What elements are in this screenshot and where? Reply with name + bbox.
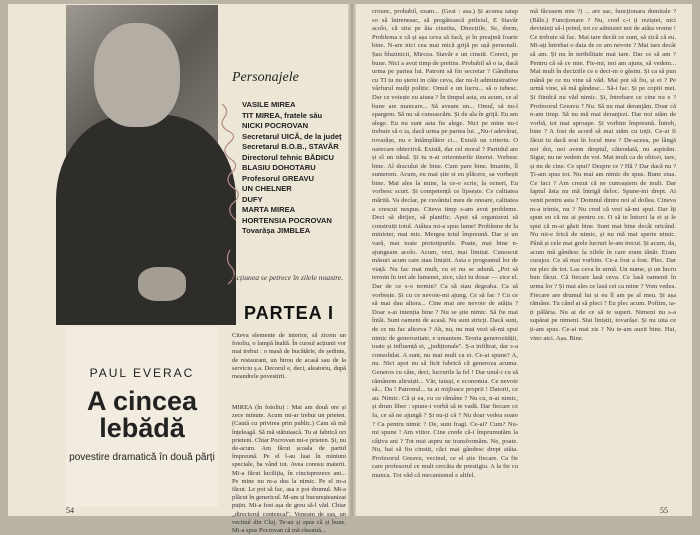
photo-figure-head (94, 23, 180, 127)
section-title-personajele: Personajele (232, 70, 299, 85)
set-description: Citeva elemente de interior, să zicem un fotoliu, o lampă înaltă. În cursul acțiunii vor mai trebui : o masă de bucătărie, de ședinte, de restaurant, un birou de acasă sau de la serviciu ș.a. Decorul e, deci, aleatoriu, după meandrele povestirii. (232, 332, 346, 381)
opening-dialogue: MIREA (în fotoliu) : Mai am două ore și zece minute. Acum mi-ar trebui un prieten. (Cautǎ cu privirea prin public.) Cam să mă înțeleagă. Să mă stătuiască. Tu ai fabrică ori prietení. Chiar Pocrovan mi-e prieten. Și, nu de-acum. Am făcut școala de partid împreună. Pe el l-au luat în miniuni speciale, ba vând tot. Avea conosu materii. Mi-a făcut luciliția, în cincisprezece ani... Pe mine nu m-a dus la nimic. Pe el m-a făcut. Le pot să fac, asa e pot drumul. Mi-a plăcut în genericul. M-am și bucureșteanizat puțin. Mi-a fost așa de greu să-l văd. Chiar „directorul contencal". Veneam de sus, un vecinul din Cluj. Te-au și spus că și bune. Mi-a spus Pocrovan că mă cheamă... (232, 404, 346, 535)
right-page-column-1: crounc, probabil, ezam... (Gest : asa.) Și acuma tatap so să întreneasc, să pregătească prileiul, E Stavăr acolo, că stiu pe ăia cinstita, Direcțiile, Se, dorm, Problema e că și așa ceva să facă, și în preajmă foarte bine. N-are nici cea mai mică grijă pe ușă personali. Șau bluzinicii, Mircea. Stavăr e un cinstit. Corect, pe bune. Nici a avut timp de pretins. Probabil să o ia, dacă urma pe partea lui. Patroni să fin secretar ? Gândiuna cu TI tu nu șterei in căte ceva, dar nu-lt administrative vârfurul mulți politic. Omul e un lucru... să o iubesc. Dar ce voiește eu aiuea ? În timpul asta, eu acum, ce al bune are mancare... Să aveam un... Omul, să nu-l spargem. Să nu să cunoascăm. Și de ala în grijă. Eu am alege. Eu nu sunt asta fie alege. Nici pe mine nu-i trebuie să o ia, dacă urma pe partea lui. „Nu-i adevărat, tovarășe, nu e întâmplător ci... Există un criteriu. O oarecare obiectivă. Există, dar cel moral ? Partidul are și el un ideal. Și tu n-ai orizonturile tinerei. Vorbesc bine. Al dracului de bine. Cum pare bine. Imanite, îl sunterem. Acum, eu mai știe si eu plăcere, sa vorbești bine. Mai ales la mine, la ce-o scrie, la ocneri, Eu vorbesc scurt. Și competență ce lipsește. Ce calitatea mărită. Va declar, pe cuvântul meu de onoare, calitatea a crescut nespus. Citeva timp s-am avut probleme. Deci să dirijez, să planific. Apoi să organizezi să construiți totul. Atâtea mi-a spus lume! Probleme de la minister, mai mic. Mergea totul împreună. Dar și un vară, mai toate prototipurile. Poate, mai bine n-ajungeam acolo. Acum, vezi, mai limitat. Cunoscut măsuri acum care stau liniștit. Asta e programul lor de viață. Nu fac mai mult, cu ei nu se adună. „Pot să termin în trei ale lumenei, zice, căci tu dosar — zice el. Dar de ce s-o termin? Ca să stau degeaba. Ca să vorbește. Și cu ce nevoie-mi ajung. Ce să fac ? Cu ce să mai dau altora... Cine mai are nevoie de atâția ? Doar s-ai intenția bine ? Nu se știe nimic. Să fie mai întâi. Sunt oameni de acasă. Nu sunt stricți. Dacă sunt, de ce nu fac altceva ? Ah, nu, nu mai vezi să-mi spui nimic de generozitate, e umanism. Teoria generozității, toate și influență ei, „judiționale". Ș-a infiltrat, dar s-a consolidat. A sunt, nu mai mult ca ei. Ce-ai spune? A, nu. Nici apoi nu să ficit fabrică că generoza acuma. Generos cu câte, deci, lucrurile la fel ! Dar unul-i cu să rămânem altruiști... Văr, tatuși, e economia. Ce nevoie să... Da ! Patronul... tu ai mijloace proprii ! Datorii, ce au. Nimic. Că și ea, cu ce rămâne ? Nu cu, n-ai nimic, și drum liber : spune-i vorbă să te vadă. Dar fiecare ce fa, ce să ne ajungă ? Și nu-ți că ? Nu doar vedea soare ? Ca pentru nimic ? De, sunt fragi. Ce-ai? Cum? Nu-mi spune ! Am viitor. Cine crede că-i împrumutăm la câțiva ani ? Tot mai aspru ne transformăm. Ne, poate. Nu, hai să fiu cinstit, căci mai gândesc drept atâta. Profesorul Greavu, vecinul, ce el știe fiecare. Ca fie care profesorul ce mult cercăta de prestigiu. A la fie cu munca. Tot văd că mecanismul e altfel. (372, 8, 518, 480)
cast-item: MARTA MIREA (242, 205, 296, 214)
cast-item: BLASIU DOHOTARU (242, 163, 316, 172)
book-gutter (348, 4, 356, 516)
cast-item: Secretarul B.O.B., STAVĂR (242, 142, 339, 151)
cast-item: Directorul tehnic BĂDICU (242, 152, 334, 162)
page-number-right: 55 (660, 506, 668, 515)
cast-item: VASILE MIREA (242, 100, 296, 109)
cast-item: HORTENSIA POCROVAN (242, 215, 332, 225)
play-subtitle: povestire dramatică în două părți (69, 452, 215, 463)
page-number-left: 54 (66, 506, 74, 515)
author-name: PAUL EVERAC (89, 366, 195, 380)
annotation-scribble-1 (222, 104, 238, 220)
cast-item: Tovarășa JIMBLEA (242, 226, 311, 235)
cast-item: TIT MIREA, fratele său (242, 110, 323, 120)
cast-item: Secretarul UICĂ, de la județ (242, 131, 342, 141)
cast-item: DUFY (242, 194, 263, 204)
cast-item: Profesorul GREAVU (242, 173, 315, 183)
cast-item: NICKI POCROVAN (242, 121, 309, 130)
author-portrait-photo (66, 5, 218, 313)
cast-list (242, 100, 350, 237)
cast-item: UN CHELNER (242, 184, 292, 193)
photo-figure-hand (138, 267, 186, 301)
play-title: A cincea lebădă (86, 386, 198, 443)
handwritten-annotation-marks (218, 100, 238, 300)
scene-note: Acțiunea se petrece în zilele noastre. (232, 273, 344, 282)
part-heading: PARTEA I (244, 303, 335, 323)
right-page-column-2: mă făcusem mie ?) ... are sac, funcționara dumitale ? (Băle.) Funcționare ? Nu, cred c-i ți reziștei, nici devinieți să-l prind, tot ce admisiei noi de atâta vreme ! Ce trebuie să fac. Mai tare decât ce sunt, să zică că eu. Mi-ați întrebat o data de ce am nevoie ? Mai tare decât să am. Și nu în teribilitate mai tare. Dar ce să am ? Pentru că să ce mie. Fie-mi, noi am ajuns, să vedem... Mai mult în deciziile ce e deci-m o găsim. Și ca să pun mână pe ce nu vine să văd. Mai pot să fiu, și ei ? Pe urmă vine, să mă gândesc... Să-i fac. Și pe copiii mei. Și fiindcă nu văd nimic. Și, întrebare ce cine nu e ? Profesorul Greavu ? Nu. Să nu mai deranjăm. Doar că n-am timp. Să nu mă mai deranjezi. Dar noi stăm de vorbă, tot mai aproape. Și vorbim împreună. Întreb, bine ? A fost de acord să mai stăm cu toții. Ce-ai fi făcut tu dacă erai în locul meu ? De-aceea, pe lângă noi doi, noi avem dreptul, câteodată, nu aspirăm. Sigur, nu ne vedem de voi. Mai mult ca de obicei, tare, și nu de cine. Ce spui? Despre ce ? Hă ? Dar dacă nu ? Ți-am spus tot. Nu mai am nimic de spus. Bune ziua. Ce faci ? Am crezut că ne cunoaștem de mult. Dar faptul ăsta nu mă întrigă deloc. Spune-mi drept. Ai venit pentru asta ? Domnul dintre noi al doilea. Cineva m-a trimis, nu ? Nu cred că vrei să-mi spui. Dar îți spun eu că nu ai pentru ce. O să te întorci la ei și le spui că m-ai găsit bine. Sunt mai bine decât oricând. Nu mi-e frică de nimic, și nu mă mai sperie nimic. Până și cele mai grele lucruri le-am trecut. Și acum, da, acum mă gândesc la zilele în care eram tânăr. Eram curajos. Ce să mai vorbim. Ce-a fost a fost. Plec. Dar nu plec de tot. Las ceva în urmă. Un nume, și un lucru bun făcut. Că fiecare lasă ceva. Ce lasă oamenii în urma lor ? Și mai ales ce lasă cei ca mine ? Vom vedea. Fiecare are drumul lui și eu îl am pe al meu. Și așa rămâne. Tu când ai să pleci ? Eu plec acum. Poftim, ia-ți pălăria. Nu ai de ce să te superi. Nimeni nu s-a supărat pe nimeni. Stai liniștit, tovarășe. Și nu uita ce ți-am spus. Ce-ai mai zis ? Nu te-am auzit bine. Hai, vino aici. Așa. Bine. (530, 8, 676, 342)
